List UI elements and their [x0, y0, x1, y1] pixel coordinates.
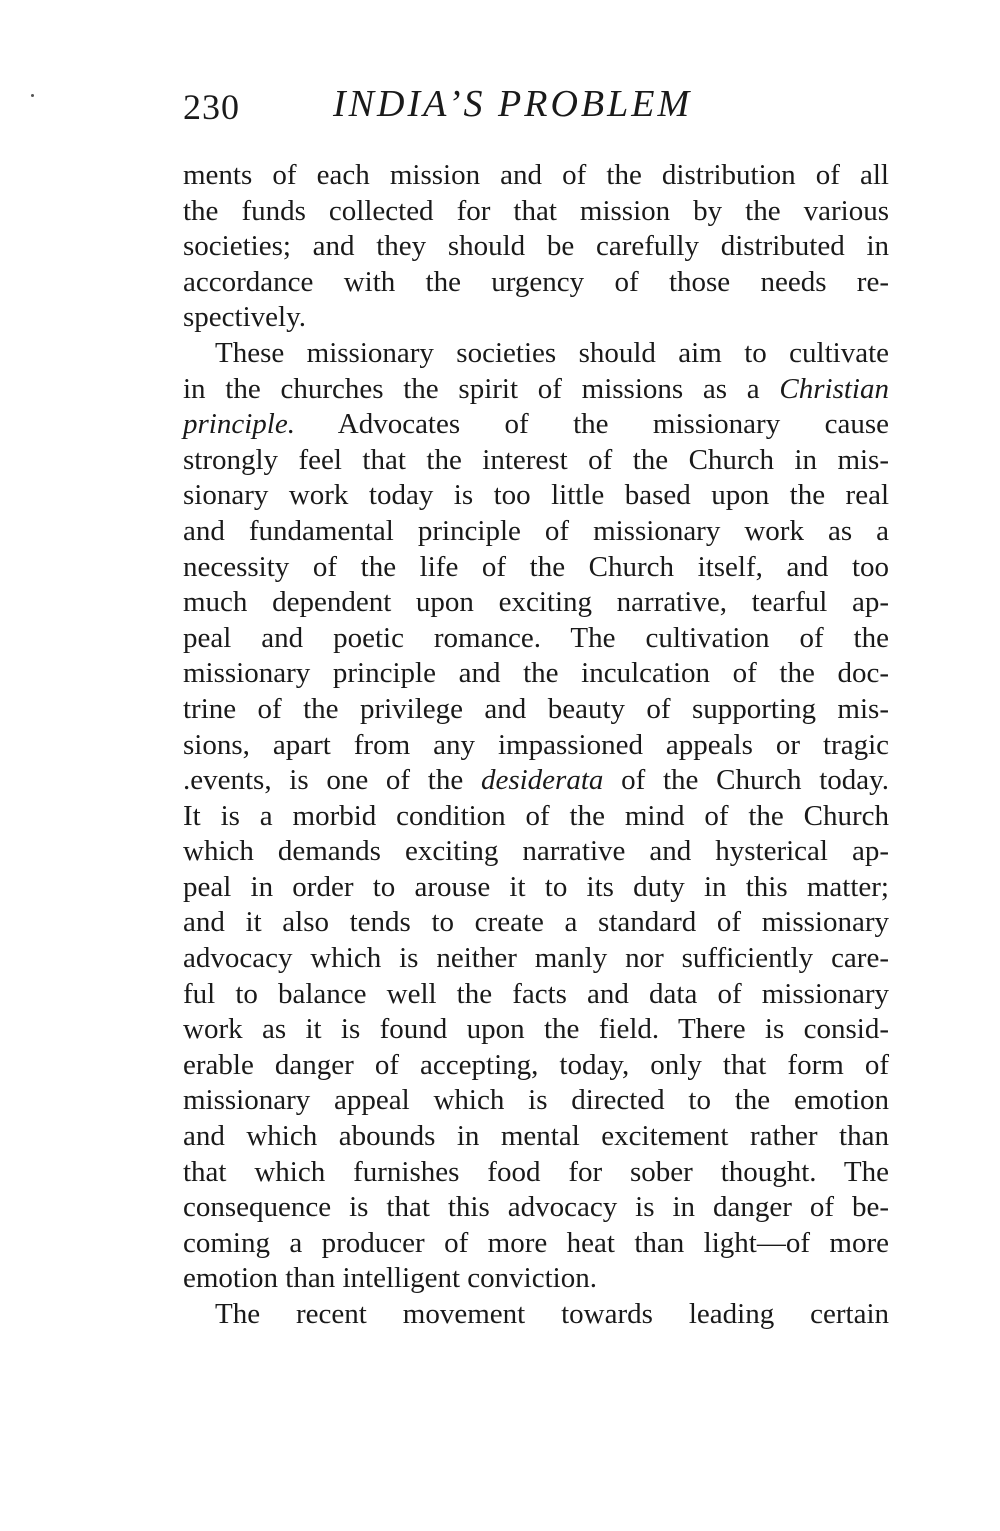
- paragraph-start-line: The recent movement towards leading certain: [215, 1298, 889, 1330]
- body-text: [183, 158, 889, 1333]
- text-line: erable danger of accepting, today, only that form of: [183, 1048, 889, 1081]
- text-line: ments of each mission and of the distribution of all: [183, 159, 889, 191]
- italic-phrase: principle.: [183, 408, 295, 441]
- text-line: and it also tends to create a standard of missionary: [183, 906, 889, 939]
- text-line: sions, apart from any impassioned appeals or tragic: [183, 728, 889, 761]
- line-text-segment: .events, is one of the: [183, 764, 481, 797]
- text-line: necessity of the life of the Church itself, and too: [183, 550, 889, 583]
- text-line: peal and poetic romance. The cultivation of the: [183, 621, 889, 654]
- line-text-segment: of the Church today.: [603, 764, 889, 797]
- text-line: societies; and they should be carefully distributed in: [183, 230, 889, 263]
- text-line: [183, 372, 889, 408]
- text-line: missionary principle and the inculcation of the doc-: [183, 657, 889, 690]
- text-line: work as it is found upon the field. There is consid-: [183, 1013, 889, 1046]
- italic-phrase: Christian: [779, 372, 889, 405]
- page-number: 230: [183, 87, 240, 127]
- text-line: sionary work today is too little based upon the real: [183, 479, 889, 512]
- text-line: that which furnishes food for sober thought. The: [183, 1155, 889, 1188]
- text-line: strongly feel that the interest of the Church in mis-: [183, 443, 889, 476]
- paragraph-start-line: These missionary societies should aim to cultivate: [215, 336, 889, 369]
- text-line: and fundamental principle of missionary work as a: [183, 514, 889, 547]
- text-line: emotion than intelligent conviction.: [183, 1262, 597, 1295]
- text-line: much dependent upon exciting narrative, tearful ap-: [183, 586, 889, 619]
- running-head: [183, 82, 903, 132]
- text-line: trine of the privilege and beauty of supporting mis-: [183, 692, 889, 725]
- text-line: accordance with the urgency of those needs re-: [183, 265, 889, 298]
- text-line: which demands exciting narrative and hysterical ap-: [183, 835, 889, 868]
- text-line: It is a morbid condition of the mind of the Church: [183, 799, 889, 832]
- stray-ink-mark: [31, 94, 34, 97]
- text-line: and which abounds in mental excitement rather than: [183, 1120, 889, 1153]
- text-line: peal in order to arouse it to its duty in this matter;: [183, 870, 889, 903]
- text-line: consequence is that this advocacy is in danger of be-: [183, 1191, 889, 1224]
- text-line: spectively.: [183, 301, 306, 334]
- text-line: the funds collected for that mission by the various: [183, 194, 889, 227]
- text-line: missionary appeal which is directed to the emotion: [183, 1084, 889, 1117]
- text-line: [183, 407, 889, 443]
- running-title: INDIA’S PROBLEM: [333, 83, 693, 125]
- text-line: coming a producer of more heat than light—of more: [183, 1226, 889, 1259]
- text-line: ful to balance well the facts and data of missionary: [183, 977, 889, 1010]
- line-text-segment: Advocates of the missionary cause: [294, 408, 889, 441]
- text-line: advocacy which is neither manly nor sufficiently care-: [183, 942, 889, 975]
- italic-phrase: desiderata: [480, 764, 604, 797]
- text-line: [183, 763, 889, 799]
- line-text-segment: in the churches the spirit of missions as a: [183, 372, 780, 405]
